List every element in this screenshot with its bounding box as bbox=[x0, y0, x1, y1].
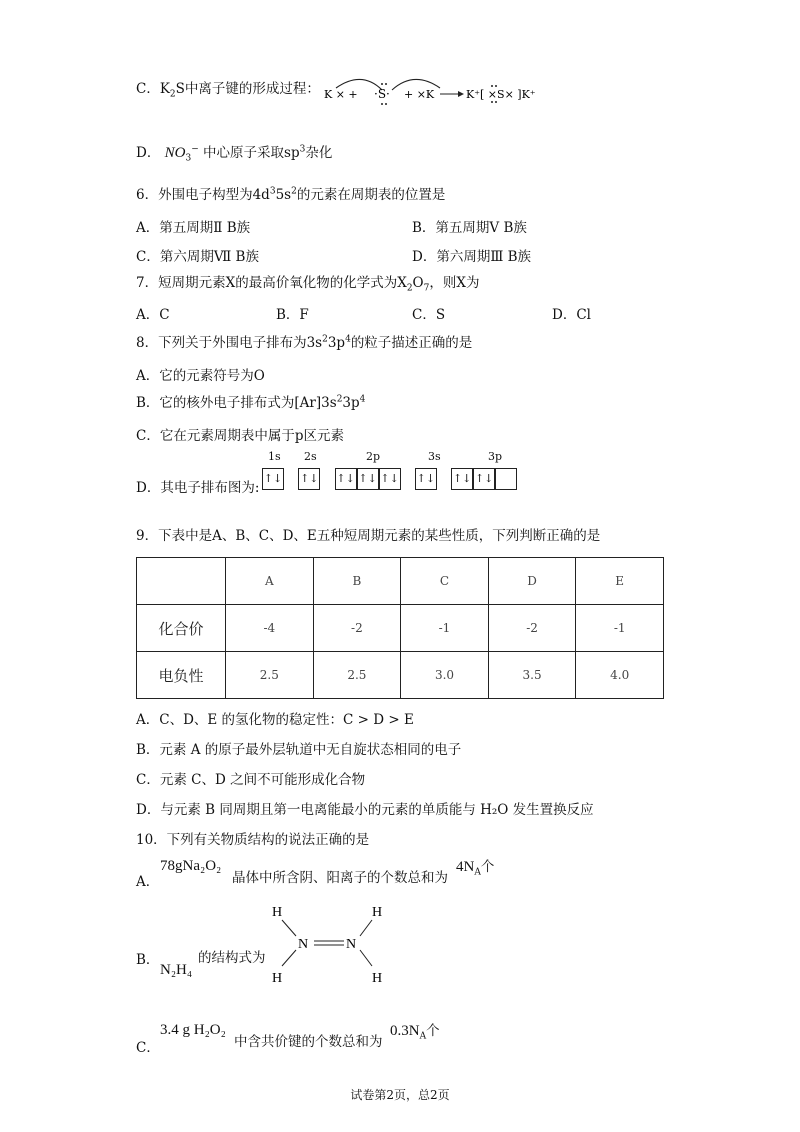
svg-text:K × +: K × + bbox=[324, 88, 358, 101]
table-header-cell: B bbox=[313, 558, 401, 605]
element-properties-table bbox=[136, 557, 664, 699]
q6-option-b: B．第五周期Ⅴ B族 bbox=[412, 220, 527, 236]
table-cell: 3.0 bbox=[401, 652, 489, 699]
q5-option-c: C．$K_2S$中离子键的形成过程： bbox=[136, 81, 320, 100]
q10-option-b-formula: N₂H₄ bbox=[160, 962, 193, 978]
table-header-cell: D bbox=[488, 558, 576, 605]
orbital-box-2p-2: ↑↓ bbox=[357, 468, 379, 490]
svg-text:N: N bbox=[298, 937, 309, 952]
q8-option-d: D．其电子排布图为: bbox=[136, 480, 260, 496]
q7-option-a: A．C bbox=[136, 307, 170, 323]
table-header-cell: E bbox=[576, 558, 664, 605]
orbital-box-3p-2: ↑↓ bbox=[473, 468, 495, 490]
table-header-row bbox=[137, 558, 664, 605]
ionic-bond-formation-diagram bbox=[322, 70, 552, 110]
q8-option-a: A．它的元素符号为O bbox=[136, 368, 265, 384]
q10-option-a-value: $4N_A$个 bbox=[456, 859, 495, 878]
table-cell: -2 bbox=[313, 605, 401, 652]
table-cell: -1 bbox=[576, 605, 664, 652]
table-row bbox=[137, 605, 664, 652]
table-cell: 2.5 bbox=[313, 652, 401, 699]
orbital-box-3p-3 bbox=[495, 468, 517, 490]
orbital-label-3s: 3s bbox=[428, 450, 441, 463]
q6-stem: 6．外围电子构型为$4d^35s^2$的元素在周期表的位置是 bbox=[136, 186, 446, 203]
orbital-label-2p: 2p bbox=[366, 450, 381, 463]
svg-text:K⁺[ ×S× ]K⁺: K⁺[ ×S× ]K⁺ bbox=[466, 88, 536, 101]
orbital-box-1s: ↑↓ bbox=[262, 468, 284, 490]
q8-stem: 8．下列关于外围电子排布为$3s^23p^4$的粒子描述正确的是 bbox=[136, 334, 473, 351]
q10-stem: 10．下列有关物质结构的说法正确的是 bbox=[136, 832, 370, 848]
svg-text:+ ×K: + ×K bbox=[404, 88, 435, 101]
q7-stem: 7．短周期元素X的最高价氧化物的化学式为$X_2O_7$，则X为 bbox=[136, 275, 480, 294]
table-header-cell: A bbox=[226, 558, 314, 605]
table-cell: 3.5 bbox=[488, 652, 576, 699]
orbital-label-1s: 1s bbox=[268, 450, 281, 463]
table-header-cell: C bbox=[401, 558, 489, 605]
svg-text:N: N bbox=[346, 937, 357, 952]
q9-option-a: A．C、D、E 的氢化物的稳定性：C > D > E bbox=[136, 712, 414, 728]
table-row bbox=[137, 652, 664, 699]
svg-text:·S·: ·S· bbox=[374, 87, 390, 101]
q9-option-d: D．与元素 B 同周期且第一电离能最小的元素的单质能与 H₂O 发生置换反应 bbox=[136, 802, 594, 818]
q5-option-d: D． $NO_3^-$ 中心原子采取$sp^3$杂化 bbox=[136, 144, 333, 164]
orbital-label-2s: 2s bbox=[304, 450, 317, 463]
q6-option-c: C．第六周期Ⅶ B族 bbox=[136, 249, 259, 265]
page-footer: 试卷第2页，总2页 bbox=[350, 1088, 450, 1102]
q10-option-b-label: B． bbox=[136, 952, 160, 968]
q9-option-c: C．元素 C、D 之间不可能形成化合物 bbox=[136, 772, 366, 788]
q6-option-a: A．第五周期Ⅱ B族 bbox=[136, 220, 251, 236]
q10-option-c-formula: 3.4 g H₂O₂ bbox=[160, 1022, 226, 1038]
q9-option-b: B．元素 A 的原子最外层轨道中无自旋状态相同的电子 bbox=[136, 742, 462, 758]
table-cell: -1 bbox=[401, 605, 489, 652]
svg-text:H: H bbox=[372, 971, 383, 986]
table-cell: -2 bbox=[488, 605, 576, 652]
q8-option-b: B．它的核外电子排布式为$[Ar]3s^23p^4$ bbox=[136, 394, 366, 411]
table-cell: 2.5 bbox=[226, 652, 314, 699]
q10-option-a-formula: 78gNa₂O₂ bbox=[160, 858, 222, 874]
svg-text:H: H bbox=[372, 905, 383, 920]
q10-option-c-label: C． bbox=[136, 1040, 160, 1056]
q10-option-c-text: 中含共价键的个数总和为 bbox=[234, 1034, 383, 1050]
table-corner-cell bbox=[137, 558, 226, 605]
table-row-label: 电负性 bbox=[137, 652, 226, 699]
q7-option-d: D．Cl bbox=[552, 307, 591, 323]
q10-option-b-text: 的结构式为 bbox=[198, 950, 266, 966]
q10-option-a-label: A． bbox=[136, 874, 160, 890]
q10-option-a-text: 晶体中所含阴、阳离子的个数总和为 bbox=[232, 870, 448, 886]
q7-option-c: C．S bbox=[412, 307, 446, 323]
q6-option-d: D．第六周期Ⅲ B族 bbox=[412, 249, 532, 265]
orbital-box-2p-3: ↑↓ bbox=[379, 468, 401, 490]
q8-option-c: C．它在元素周期表中属于p区元素 bbox=[136, 428, 344, 444]
n2h4-structure-diagram bbox=[266, 902, 396, 986]
table-cell: 4.0 bbox=[576, 652, 664, 699]
q9-stem: 9．下表中是A、B、C、D、E五种短周期元素的某些性质，下列判断正确的是 bbox=[136, 528, 601, 544]
orbital-box-3p-1: ↑↓ bbox=[451, 468, 473, 490]
q7-option-b: B．F bbox=[276, 307, 309, 323]
orbital-box-2p-1: ↑↓ bbox=[335, 468, 357, 490]
q10-option-c-value: $0.3N_A$个 bbox=[390, 1023, 440, 1042]
svg-text:H: H bbox=[272, 971, 283, 986]
table-row-label: 化合价 bbox=[137, 605, 226, 652]
svg-text:H: H bbox=[272, 905, 283, 920]
orbital-box-2s: ↑↓ bbox=[298, 468, 320, 490]
orbital-box-3s: ↑↓ bbox=[415, 468, 437, 490]
orbital-label-3p: 3p bbox=[488, 450, 503, 463]
table-cell: -4 bbox=[226, 605, 314, 652]
